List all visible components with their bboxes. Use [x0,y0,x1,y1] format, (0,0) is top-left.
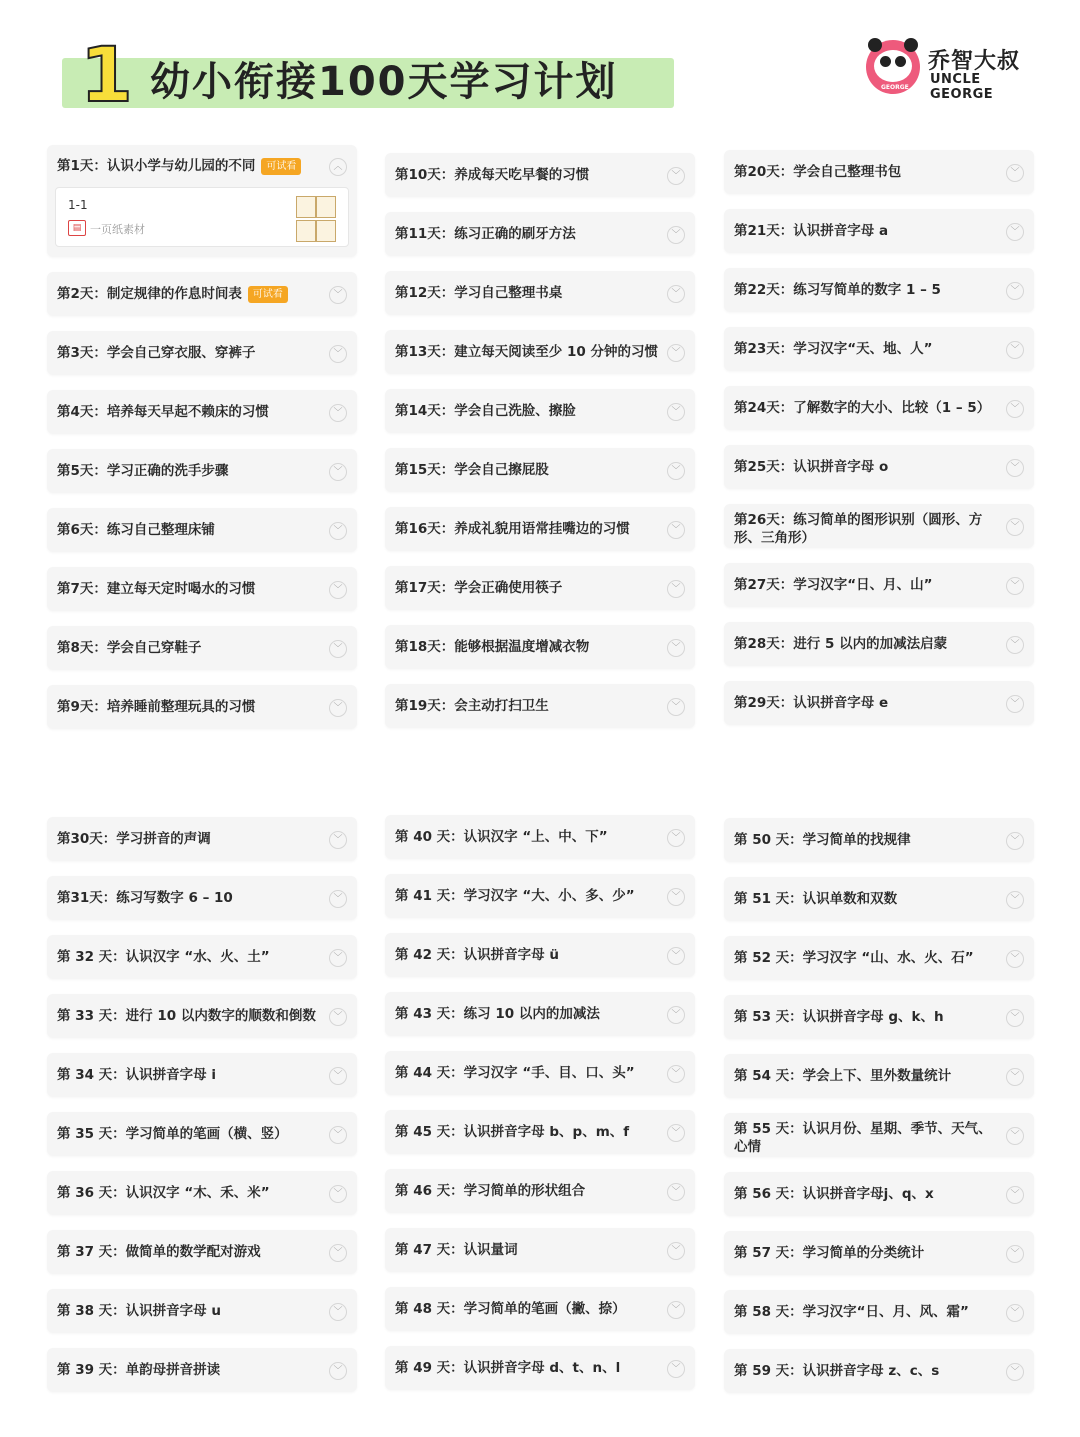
lesson-label [395,933,659,977]
lesson-label [395,566,659,610]
chevron-down-icon[interactable]: ﹀ [1006,223,1024,241]
lesson-label [57,685,321,729]
material-code: 1-1 [68,198,88,212]
lesson-label [57,1289,321,1333]
lesson-item[interactable] [724,563,1034,607]
lesson-item[interactable] [47,331,357,375]
lesson-label-text: 第26天：练习简单的图形识别（圆形、方形、三角形） [734,512,983,546]
chevron-down-icon[interactable]: ﹀ [1006,577,1024,595]
logo-tag: GEORGE [881,84,909,91]
chevron-down-icon[interactable]: ﹀ [667,344,685,362]
lesson-item[interactable] [47,1112,357,1156]
section1-column1 [47,145,357,744]
lesson-item[interactable] [385,815,695,859]
lesson-label [734,818,998,862]
chevron-down-icon[interactable]: ﹀ [1006,1245,1024,1263]
chevron-down-icon[interactable]: ﹀ [667,1124,685,1142]
lesson-item[interactable] [47,626,357,670]
lesson-label [57,567,321,611]
chevron-down-icon[interactable]: ﹀ [329,286,347,304]
chevron-down-icon[interactable]: ﹀ [1006,1009,1024,1027]
lesson-item[interactable] [724,1113,1034,1157]
lesson-item[interactable] [385,992,695,1036]
lesson-item[interactable] [385,874,695,918]
lesson-item[interactable] [47,1230,357,1274]
chevron-down-icon[interactable]: ﹀ [667,521,685,539]
chevron-down-icon[interactable]: ﹀ [1006,1068,1024,1086]
lesson-item[interactable] [724,150,1034,194]
lesson-label [57,331,321,375]
chevron-down-icon[interactable]: ﹀ [667,167,685,185]
lesson-label-text: 第 59 天：认识拼音字母 z、c、s [734,1363,940,1379]
lesson-label [734,563,998,607]
lesson-label-text: 第7天：建立每天定时喝水的习惯 [57,581,256,597]
chevron-down-icon[interactable]: ﹀ [1006,1363,1024,1381]
lesson-label-text: 第 42 天：认识拼音字母 ü [395,947,559,963]
lesson-label-text: 第 44 天：学习汉字 “手、目、口、头” [395,1065,635,1081]
lesson-label [395,389,659,433]
lesson-label-text: 第22天：练习写简单的数字 1 – 5 [734,282,941,298]
lesson-label-text: 第 45 天：认识拼音字母 b、p、m、f [395,1124,630,1140]
lesson-label-text: 第 50 天：学习简单的找规律 [734,832,911,848]
lesson-label-text: 第 32 天：认识汉字 “水、火、土” [57,949,270,965]
material-thumbnail [296,220,316,242]
lesson-item[interactable] [724,1172,1034,1216]
lesson-label-text: 第3天：学会自己穿衣服、穿裤子 [57,345,256,361]
chevron-down-icon[interactable]: ﹀ [667,947,685,965]
lesson-label-text: 第11天：练习正确的刷牙方法 [395,226,576,242]
lesson-label-text: 第2天：制定规律的作息时间表 [57,286,242,302]
lesson-label-text: 第19天：会主动打扫卫生 [395,698,549,714]
lesson-label-text: 第 36 天：认识汉字 “木、禾、米” [57,1185,270,1201]
lesson-label [57,876,321,920]
lesson-label [395,507,659,551]
chevron-down-icon[interactable]: ﹀ [667,1360,685,1378]
lesson-label [395,1228,659,1272]
lesson-label-text: 第 46 天：学习简单的形状组合 [395,1183,586,1199]
material-thumbnail [316,196,336,218]
lesson-label [734,1290,998,1334]
lesson-label-text: 第10天：养成每天吃早餐的习惯 [395,167,590,183]
lesson-label-text: 第 43 天：练习 10 以内的加减法 [395,1006,600,1022]
chevron-down-icon[interactable]: ﹀ [667,1183,685,1201]
lesson-item[interactable] [724,1231,1034,1275]
lesson-label-text: 第 37 天：做简单的数学配对游戏 [57,1244,261,1260]
lesson-item[interactable] [724,327,1034,371]
lesson-item[interactable] [47,272,357,316]
lesson-item[interactable] [724,818,1034,862]
lesson-item[interactable] [47,935,357,979]
lesson-label [395,212,659,256]
chevron-up-icon[interactable]: ︿ [329,158,347,176]
logo-chinese-name: 乔智大叔 [928,48,1021,74]
lesson-label-text: 第25天：认识拼音字母 o [734,459,889,475]
lesson-label-text: 第6天：练习自己整理床铺 [57,522,215,538]
lesson-label-text: 第 40 天：认识汉字 “上、中、下” [395,829,608,845]
lesson-label [57,449,321,493]
lesson-label-text: 第5天：学习正确的洗手步骤 [57,463,229,479]
chevron-down-icon[interactable]: ﹀ [667,829,685,847]
material-thumbnail [296,196,316,218]
chevron-down-icon[interactable]: ﹀ [329,1244,347,1262]
chevron-down-icon[interactable]: ﹀ [1006,518,1024,536]
lesson-label [395,815,659,859]
lesson-label [395,330,659,374]
lesson-label [734,622,998,666]
lesson-label [734,209,998,253]
lesson-item[interactable] [47,449,357,493]
lesson-item[interactable] [724,681,1034,725]
lesson-label [57,817,321,861]
brand-logo [866,40,1036,102]
lesson-item[interactable] [724,995,1034,1039]
material-card[interactable] [55,187,349,247]
lesson-item[interactable] [385,1110,695,1154]
lesson-item[interactable] [385,389,695,433]
lesson-label [734,1054,998,1098]
lesson-item[interactable] [385,625,695,669]
lesson-label [57,994,321,1038]
chevron-down-icon[interactable]: ﹀ [1006,695,1024,713]
chevron-down-icon[interactable]: ﹀ [329,831,347,849]
chevron-down-icon[interactable]: ﹀ [329,699,347,717]
chevron-down-icon[interactable]: ﹀ [667,1006,685,1024]
lesson-label [734,1349,998,1393]
lesson-label-text: 第21天：认识拼音字母 a [734,223,889,239]
chevron-down-icon[interactable]: ﹀ [329,640,347,658]
chevron-down-icon[interactable]: ﹀ [329,581,347,599]
chevron-down-icon[interactable]: ﹀ [1006,891,1024,909]
lesson-item[interactable] [385,448,695,492]
chevron-down-icon[interactable]: ﹀ [329,404,347,422]
lesson-item[interactable] [47,1348,357,1392]
lesson-label-text: 第14天：学会自己洗脸、擦脸 [395,403,576,419]
lesson-item[interactable] [385,212,695,256]
lesson-item[interactable] [47,567,357,611]
section2-column2 [385,815,695,1405]
lesson-item[interactable] [724,877,1034,921]
lesson-item[interactable] [724,268,1034,312]
lesson-item[interactable] [385,566,695,610]
chevron-down-icon[interactable]: ﹀ [667,403,685,421]
material-desc: 一页纸素材 [90,223,145,236]
title-number [80,30,133,119]
lesson-label [734,268,998,312]
section2-column1 [47,817,357,1407]
lesson-label [57,508,321,552]
lesson-item[interactable] [385,1051,695,1095]
chevron-down-icon[interactable]: ﹀ [329,890,347,908]
chevron-down-icon[interactable]: ﹀ [1006,1186,1024,1204]
lesson-item[interactable] [47,994,357,1038]
lesson-label [395,1169,659,1213]
lesson-item[interactable] [47,685,357,729]
lesson-label-text: 第28天：进行 5 以内的加减法启蒙 [734,636,948,652]
chevron-down-icon[interactable]: ﹀ [1006,1304,1024,1322]
trial-badge[interactable]: 可试看 [248,286,288,303]
lesson-label-text: 第 53 天：认识拼音字母 g、k、h [734,1009,944,1025]
lesson-label [395,1346,659,1390]
section1-column2 [385,153,695,743]
chevron-down-icon[interactable]: ﹀ [329,1067,347,1085]
chevron-down-icon[interactable]: ﹀ [1006,164,1024,182]
lesson-item[interactable] [724,209,1034,253]
lesson-item[interactable] [385,507,695,551]
lesson-item[interactable] [724,504,1034,548]
chevron-down-icon[interactable]: ﹀ [667,639,685,657]
lesson-label [57,935,321,979]
section1-column3 [724,150,1034,740]
lesson-label [734,1172,998,1216]
chevron-down-icon[interactable]: ﹀ [667,285,685,303]
lesson-label [57,1171,321,1215]
lesson-item[interactable] [385,271,695,315]
lesson-label [734,681,998,725]
lesson-label [734,1120,998,1156]
chevron-down-icon[interactable]: ﹀ [667,1242,685,1260]
chevron-down-icon[interactable]: ﹀ [1006,832,1024,850]
chevron-down-icon[interactable]: ﹀ [667,698,685,716]
lesson-label-text: 第29天：认识拼音字母 e [734,695,889,711]
lesson-label [734,1231,998,1275]
lesson-label-text: 第31天：练习写数字 6 – 10 [57,890,233,906]
header [0,0,1080,130]
lesson-item[interactable] [724,936,1034,980]
chevron-down-icon[interactable]: ﹀ [667,462,685,480]
lesson-label-text: 第20天：学会自己整理书包 [734,164,902,180]
chevron-down-icon[interactable]: ﹀ [329,463,347,481]
material-thumbnail [316,220,336,242]
lesson-label-text: 第1天：认识小学与幼儿园的不同 [57,158,256,174]
lesson-label [734,445,998,489]
lesson-item[interactable] [385,1169,695,1213]
lesson-item[interactable] [385,330,695,374]
lesson-label-text: 第13天：建立每天阅读至少 10 分钟的习惯 [395,344,658,360]
lesson-item[interactable] [385,1287,695,1331]
lesson-label-text: 第 47 天：认识量词 [395,1242,518,1258]
lesson-label [734,150,998,194]
lesson-label [734,511,998,547]
lesson-label [395,684,659,728]
lesson-label-text: 第12天：学习自己整理书桌 [395,285,563,301]
lesson-label-text: 第23天：学习汉字“天、地、人” [734,341,933,357]
chevron-down-icon[interactable]: ﹀ [667,1065,685,1083]
lesson-label [395,271,659,315]
lesson-label [395,625,659,669]
page-title: 幼小衔接100天学习计划 [150,59,618,105]
chevron-down-icon[interactable]: ﹀ [1006,950,1024,968]
lesson-label [395,874,659,918]
lesson-label [57,1053,321,1097]
lesson-item[interactable] [724,622,1034,666]
lesson-label [734,995,998,1039]
lesson-label [395,448,659,492]
chevron-down-icon[interactable]: ﹀ [329,1126,347,1144]
lesson-label-text: 第 55 天：认识月份、星期、季节、天气、心情 [734,1121,992,1155]
chevron-down-icon[interactable]: ﹀ [329,522,347,540]
lesson-label [57,1348,321,1392]
lesson-item[interactable] [724,1290,1034,1334]
lesson-label-text: 第9天：培养睡前整理玩具的习惯 [57,699,256,715]
lesson-label-text: 第 38 天：认识拼音字母 u [57,1303,221,1319]
panda-icon [866,40,920,94]
lesson-label [734,386,998,430]
lesson-item[interactable] [47,508,357,552]
chevron-down-icon[interactable]: ﹀ [667,888,685,906]
chevron-down-icon[interactable]: ﹀ [329,949,347,967]
lesson-item[interactable] [47,1171,357,1215]
lesson-item[interactable] [47,817,357,861]
lesson-item[interactable] [385,153,695,197]
lesson-label [395,1287,659,1331]
lesson-label-text: 第 41 天：学习汉字 “大、小、多、少” [395,888,635,904]
chevron-down-icon[interactable]: ﹀ [1006,341,1024,359]
lesson-label [734,327,998,371]
lesson-label [395,1051,659,1095]
lesson-label-text: 第 33 天：进行 10 以内数字的顺数和倒数 [57,1008,316,1024]
chevron-down-icon[interactable]: ﹀ [667,1301,685,1319]
lesson-label-text: 第17天：学会正确使用筷子 [395,580,563,596]
chevron-down-icon[interactable]: ﹀ [1006,459,1024,477]
lesson-label [57,390,321,434]
lesson-item[interactable] [724,1349,1034,1393]
chevron-down-icon[interactable]: ﹀ [1006,1127,1024,1145]
lesson-label-text: 第18天：能够根据温度增减衣物 [395,639,590,655]
lesson-label [734,877,998,921]
lesson-label [57,272,321,316]
lesson-label-text: 第 52 天：学习汉字 “山、水、火、石” [734,950,974,966]
lesson-label-text: 第16天：养成礼貌用语常挂嘴边的习惯 [395,521,630,537]
lesson-label [57,145,321,187]
chevron-down-icon[interactable]: ﹀ [1006,400,1024,418]
lesson-label-text: 第 49 天：认识拼音字母 d、t、n、l [395,1360,621,1376]
lesson-item[interactable] [47,1053,357,1097]
chevron-down-icon[interactable]: ﹀ [667,580,685,598]
lesson-label [57,1230,321,1274]
lesson-label-text: 第30天：学习拼音的声调 [57,831,211,847]
lesson-item[interactable] [385,1228,695,1272]
chevron-down-icon[interactable]: ﹀ [329,1008,347,1026]
lesson-label-text: 第24天：了解数字的大小、比较（1 – 5） [734,400,991,416]
lesson-item[interactable] [385,933,695,977]
lesson-label [57,626,321,670]
chevron-down-icon[interactable]: ﹀ [329,345,347,363]
lesson-label-text: 第 39 天：单韵母拼音拼读 [57,1362,221,1378]
lesson-label-text: 第 51 天：认识单数和双数 [734,891,898,907]
lesson-label-text: 第15天：学会自己擦屁股 [395,462,549,478]
lesson-label-text: 第 56 天：认识拼音字母j、q、x [734,1186,934,1202]
lesson-item[interactable] [385,684,695,728]
chevron-down-icon[interactable]: ﹀ [329,1362,347,1380]
chevron-down-icon[interactable]: ﹀ [329,1185,347,1203]
lesson-label-text: 第 54 天：学会上下、里外数量统计 [734,1068,952,1084]
lesson-label-text: 第 57 天：学习简单的分类统计 [734,1245,925,1261]
lesson-item[interactable] [724,445,1034,489]
logo-english-name: UNCLE GEORGE [930,72,994,102]
lesson-item[interactable] [724,386,1034,430]
trial-badge[interactable]: 可试看 [261,158,301,175]
lesson-item[interactable] [724,1054,1034,1098]
chevron-down-icon[interactable]: ﹀ [1006,636,1024,654]
chevron-down-icon[interactable]: ﹀ [667,226,685,244]
lesson-label-text: 第 34 天：认识拼音字母 i [57,1067,217,1083]
section2-column3 [724,818,1034,1408]
lesson-label-text: 第 58 天：学习汉字“日、月、风、霜” [734,1304,969,1320]
lesson-item[interactable] [47,876,357,920]
lesson-item[interactable] [47,1289,357,1333]
lesson-label [395,1110,659,1154]
lesson-label [395,153,659,197]
lesson-label-text: 第27天：学习汉字“日、月、山” [734,577,933,593]
lesson-label-text: 第4天：培养每天早起不赖床的习惯 [57,404,269,420]
lesson-item[interactable] [385,1346,695,1390]
lesson-label-text: 第8天：学会自己穿鞋子 [57,640,202,656]
chevron-down-icon[interactable]: ﹀ [329,1303,347,1321]
document-icon: ▤ [68,220,86,236]
lesson-item[interactable] [47,390,357,434]
lesson-label-text: 第 48 天：学习简单的笔画（撇、捺） [395,1301,626,1317]
lesson-label-text: 第 35 天：学习简单的笔画（横、竖） [57,1126,288,1142]
lesson-item[interactable] [47,145,357,257]
lesson-label [395,992,659,1036]
lesson-label [57,1112,321,1156]
title-number-text: 1 [80,30,133,119]
chevron-down-icon[interactable]: ﹀ [1006,282,1024,300]
lesson-label [734,936,998,980]
